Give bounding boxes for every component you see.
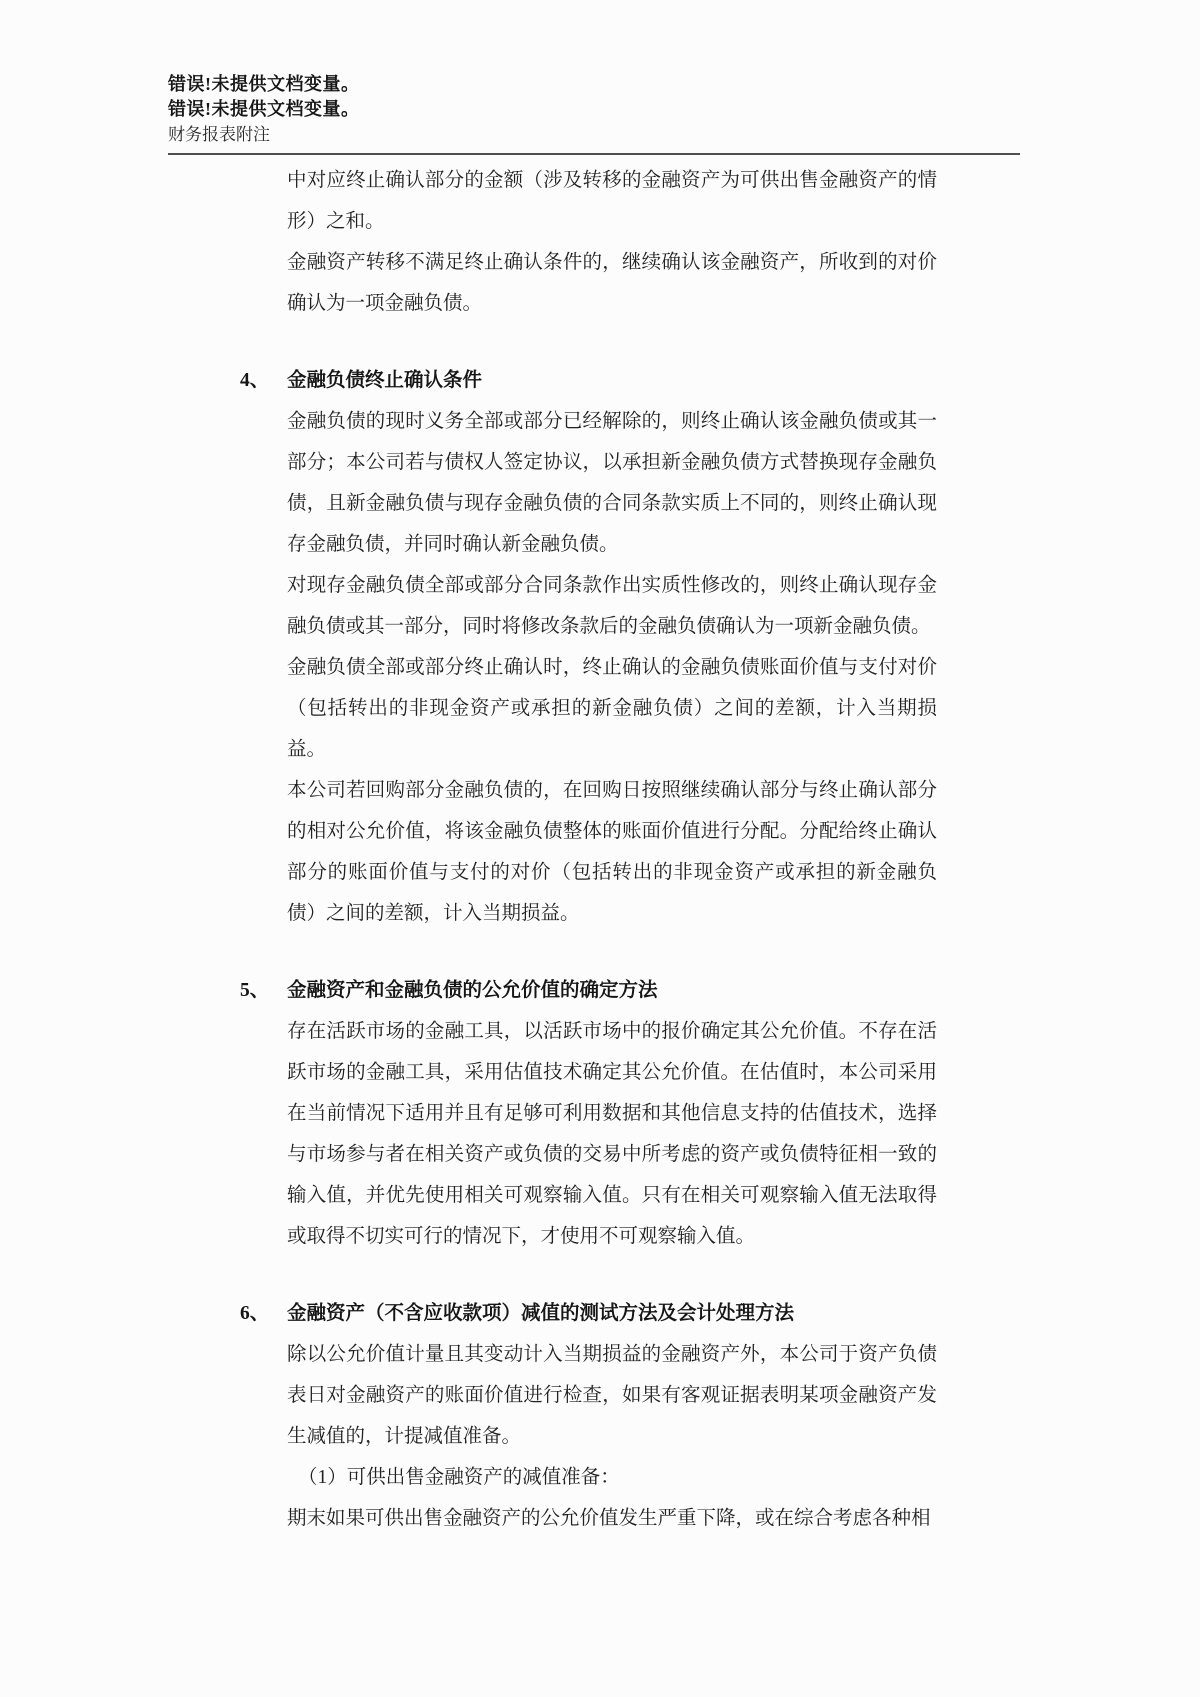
header-subtitle: 财务报表附注 <box>168 125 270 144</box>
body-paragraph: 中对应终止确认部分的金额（涉及转移的金融资产为可供出售金融资产的情形）之和。 <box>287 170 937 232</box>
header-divider <box>168 153 1020 155</box>
section-number: 5、 <box>240 980 270 1001</box>
section-heading <box>240 1293 937 1334</box>
section-heading <box>240 970 937 1011</box>
section-number: 4、 <box>240 370 270 391</box>
body-paragraph: 存在活跃市场的金融工具，以活跃市场中的报价确定其公允价值。不存在活跃市场的金融工具，采用估值技术确定其公允价值。在估值时，本公司采用在当前情况下适用并且有足够可利用数据和其他信息支持的估值技术，选择与市场参与者在相关资产或负债的交易中所考虑的资产或负债特征相一致的输入值，并优先使用相关可观察输入值。只有在相关可观察输入值无法取得或取得不切实可行的情况下，才使用不可观察输入值。 <box>287 1021 937 1247</box>
body-paragraph: 除以公允价值计量且其变动计入当期损益的金融资产外，本公司于资产负债表日对金融资产的账面价值进行检查，如果有客观证据表明某项金融资产发生减值的，计提减值准备。 <box>287 1344 937 1447</box>
body-paragraph: 金融资产转移不满足终止确认条件的，继续确认该金融资产，所收到的对价确认为一项金融负债。 <box>287 252 937 314</box>
body-paragraph: 本公司若回购部分金融负债的，在回购日按照继续确认部分与终止确认部分的相对公允价值，将该金融负债整体的账面价值进行分配。分配给终止确认部分的账面价值与支付的对价（包括转出的非现金资产或承担的新金融负债）之间的差额，计入当期损益。 <box>287 780 937 924</box>
header-error-line-1: 错误!未提供文档变量。 <box>168 74 360 94</box>
body-paragraph: 金融负债的现时义务全部或部分已经解除的，则终止确认该金融负债或其一部分；本公司若与债权人签定协议，以承担新金融负债方式替换现存金融负债，且新金融负债与现存金融负债的合同条款实质上不同的，则终止确认现存金融负债，并同时确认新金融负债。 <box>287 411 937 555</box>
body-paragraph: 对现存金融负债全部或部分合同条款作出实质性修改的，则终止确认现存金融负债或其一部分，同时将修改条款后的金融负债确认为一项新金融负债。 <box>287 575 937 637</box>
section-title: 金融资产（不含应收款项）减值的测试方法及会计处理方法 <box>287 1303 795 1324</box>
body-paragraph: 金融负债全部或部分终止确认时，终止确认的金融负债账面价值与支付对价（包括转出的非现金资产或承担的新金融负债）之间的差额，计入当期损益。 <box>287 657 937 760</box>
section-title: 金融资产和金融负债的公允价值的确定方法 <box>287 980 658 1001</box>
document-body <box>240 160 937 1539</box>
sub-item-paragraph: （1）可供出售金融资产的减值准备： <box>298 1467 620 1488</box>
body-paragraph: 期末如果可供出售金融资产的公允价值发生严重下降，或在综合考虑各种相 <box>287 1508 931 1529</box>
page-header <box>168 72 1020 155</box>
section-heading <box>240 360 937 401</box>
section-number: 6、 <box>240 1303 270 1324</box>
section-title: 金融负债终止确认条件 <box>287 370 483 391</box>
header-error-line-2: 错误!未提供文档变量。 <box>168 99 360 119</box>
